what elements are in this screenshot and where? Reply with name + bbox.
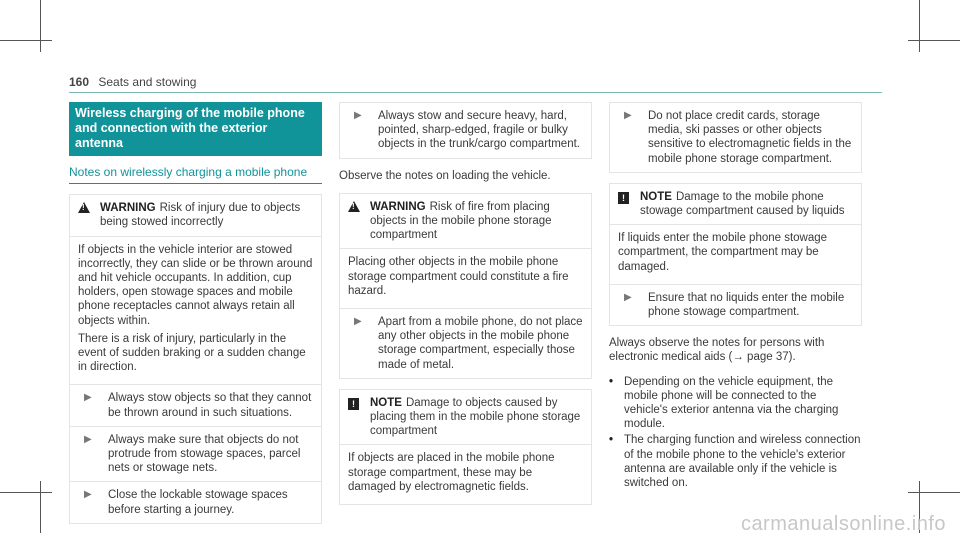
page-number: 160 xyxy=(69,75,90,89)
action-text: Always make sure that objects do not protrude from stowage spaces, parcel nets or stowage nets. xyxy=(108,433,301,475)
warning-paragraph: Placing other objects in the mobile phone storage compartment could constitute a fire hazard. xyxy=(348,256,569,297)
action-text: Always stow objects so that they cannot be thrown around in such situations. xyxy=(108,392,312,419)
header-divider xyxy=(69,92,882,93)
warning-label: WARNING xyxy=(100,202,156,215)
crop-mark xyxy=(0,40,52,41)
subheading-divider xyxy=(69,183,322,184)
note-icon: ! xyxy=(348,398,359,410)
note-label: NOTE xyxy=(640,190,672,203)
list-item-text: Depending on the vehicle equipment, the mobile phone will be connected to the vehicle's exterior antenna via the charging module. xyxy=(624,375,839,431)
column-2 xyxy=(339,102,592,515)
warning-paragraph: If objects in the vehicle interior are stowed incorrectly, they can slide or be thrown around and hit vehicle occupants. In addition, cup holders, open stowage spaces and mobile phone receptacles cannot always retain all objects within. xyxy=(78,243,313,327)
action-text: Do not place credit cards, storage media, ski passes or other objects sensitive to electromagnetic fields in the mobile phone storage compartment. xyxy=(648,110,852,165)
action-text: Always stow and secure heavy, hard, pointed, sharp-edged, fragile or bulky objects in the trunk/cargo compartment. xyxy=(378,110,580,151)
list-item xyxy=(609,433,862,490)
section-banner: Wireless charging of the mobile phone and connection with the exterior antenna xyxy=(69,102,322,156)
body-text: Observe the notes on loading the vehicle. xyxy=(339,169,551,182)
bullet-icon: • xyxy=(609,434,614,447)
action-arrow-icon: ▶ xyxy=(624,291,632,303)
action-arrow-icon: ▶ xyxy=(84,392,92,404)
warning-paragraph: There is a risk of injury, particularly in the event of sudden braking or a sudden change in direction. xyxy=(78,332,306,374)
note-paragraph: If objects are placed in the mobile phone storage compartment, these may be damaged by electromagnetic fields. xyxy=(348,452,555,493)
warning-icon xyxy=(348,201,360,212)
crop-mark xyxy=(40,0,41,52)
action-arrow-icon: ▶ xyxy=(84,433,92,445)
bullet-icon: • xyxy=(609,375,614,388)
subheading: Notes on wirelessly charging a mobile phone xyxy=(69,165,308,179)
warning-title: Risk of injury due to objects being stowed incorrectly xyxy=(100,202,301,229)
action-arrow-icon: ▶ xyxy=(624,110,632,121)
page-header xyxy=(69,75,196,89)
action-text: Close the lockable stowage spaces before starting a journey. xyxy=(108,489,288,516)
list-item-text: The charging function and wireless connection of the mobile phone to the vehicle's exterior antenna are available only if the vehicle is switched on. xyxy=(624,434,861,490)
crop-mark xyxy=(0,492,52,493)
note-title: Damage to the mobile phone stowage compartment caused by liquids xyxy=(640,190,845,218)
crop-mark xyxy=(908,40,960,41)
action-text: Ensure that no liquids enter the mobile phone stowage compartment. xyxy=(648,291,845,319)
bullet-list xyxy=(609,375,862,491)
warning-title: Risk of fire from placing objects in the mobile phone storage compartment xyxy=(370,200,552,242)
crop-mark xyxy=(40,481,41,533)
watermark: carmanualsonline.info xyxy=(740,512,946,535)
continued-action-box xyxy=(339,102,592,159)
body-text: Always observe the notes for persons with electronic medical aids (→ page 37). xyxy=(609,337,825,364)
crop-mark xyxy=(908,492,960,493)
action-arrow-icon: ▶ xyxy=(354,110,362,121)
action-arrow-icon: ▶ xyxy=(84,489,92,501)
note-paragraph: If liquids enter the mobile phone stowage compartment, the compartment may be damaged. xyxy=(618,232,828,273)
warning-icon xyxy=(78,202,90,213)
warning-box xyxy=(339,193,592,379)
warning-box xyxy=(69,194,322,524)
note-icon: ! xyxy=(618,192,629,204)
continued-action-box xyxy=(609,102,862,173)
note-box xyxy=(609,183,862,326)
column-1 xyxy=(69,102,322,534)
note-box xyxy=(339,389,592,505)
note-label: NOTE xyxy=(370,396,402,409)
list-item xyxy=(609,375,862,432)
column-3 xyxy=(609,102,862,492)
action-text: Apart from a mobile phone, do not place any other objects in the mobile phone storage compartment, especially those made of metal. xyxy=(378,316,583,371)
warning-label: WARNING xyxy=(370,200,426,213)
note-title: Damage to objects caused by placing them in the mobile phone storage compartment xyxy=(370,396,581,438)
action-arrow-icon: ▶ xyxy=(354,316,362,328)
section-title: Seats and stowing xyxy=(98,75,197,89)
crop-mark xyxy=(919,0,920,52)
